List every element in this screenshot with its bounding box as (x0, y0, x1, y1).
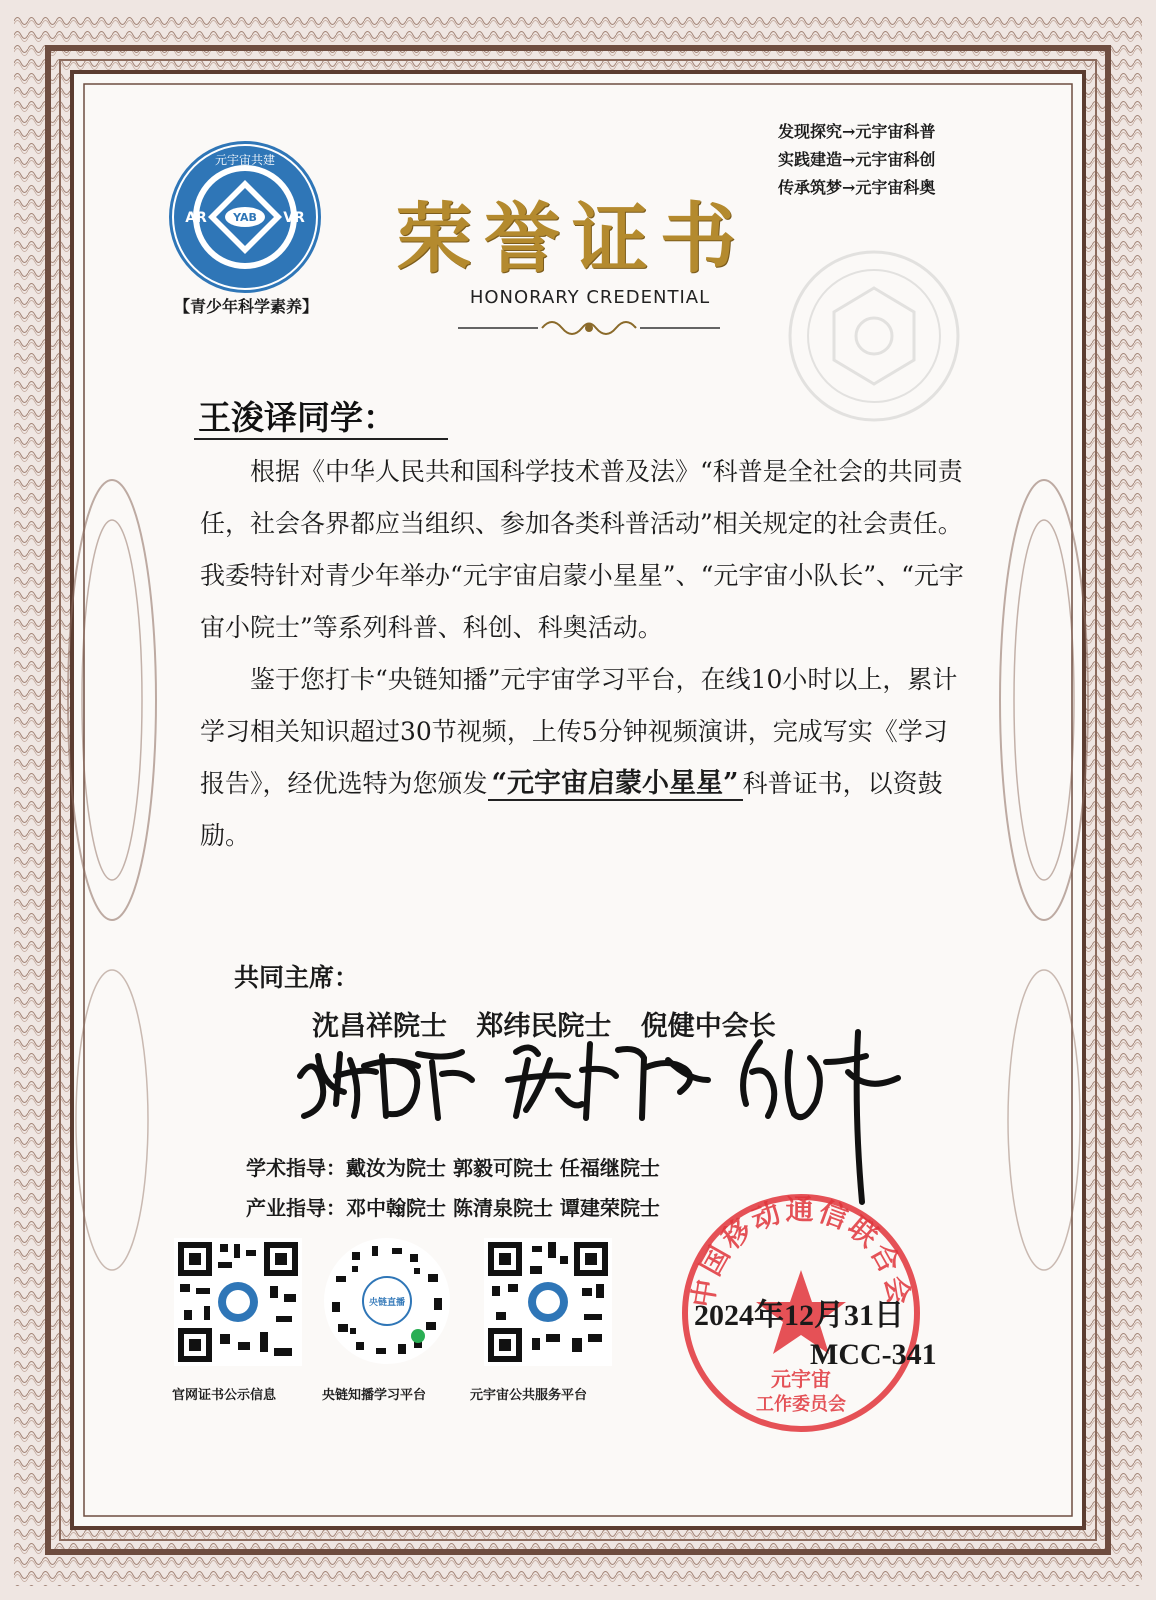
logo-caption: 【青少年科学素养】 (173, 297, 318, 316)
qr-center-logo-text: 央链直播 (368, 1298, 406, 1308)
recipient-name: 王浚译同学： (198, 398, 396, 437)
body-paragraph-1: 根据《中华人民共和国科学技术普及法》“科普是全社会的共同责任，社会各界都应当组织、参加各类科普活动”相关规定的社会责任。我委特针对青少年举办“元宇宙启蒙小星星”、“元宇宙小队长”、“元宇宙小院士”等系列科普、科创、科奥活动。 (200, 457, 964, 642)
body-paragraph-2-start: 鉴于您打卡“央链知播”元宇宙学习平台，在线10小时以上，累计学习相关知识超过30节视频，上传5分钟视频演讲，完成写实《学习报告》，经优选特为您颁发 (200, 665, 958, 798)
stamp-bottom-line-1: 元宇宙 (771, 1367, 831, 1391)
signature-3 (730, 1022, 908, 1212)
recipient-underline (194, 438, 448, 440)
stamp-top-text: 中国移动通信联合会 (685, 1193, 917, 1310)
body-paragraph-2 (200, 654, 965, 862)
logo-right-text: VR (283, 210, 305, 226)
qr-caption-certificate-info: 官网证书公示信息 (172, 1388, 277, 1403)
certificate-number: MCC-341 (810, 1338, 937, 1371)
logo-left-text: AR (185, 210, 207, 226)
award-name: “元宇宙启蒙小星星” (488, 768, 743, 801)
certificate-subtitle: HONORARY CREDENTIAL (469, 287, 711, 308)
certificate-title: 荣誉证书 (396, 194, 748, 283)
motto-block (778, 118, 935, 202)
issue-date: 2024年12月31日 (694, 1299, 904, 1332)
academic-advisors: 学术指导：戴汝为院士 郭毅可院士 任福继院士 (246, 1156, 660, 1180)
stamp-bottom-line-2: 工作委员会 (756, 1394, 846, 1415)
signature-1 (290, 1036, 480, 1122)
organization-logo (166, 138, 324, 296)
logo-center-text: YAB (233, 211, 257, 224)
qr-code-certificate-info[interactable] (174, 1238, 302, 1366)
motto-line-3: 传承筑梦→元宇宙科奥 (778, 178, 936, 197)
certificate-body (200, 446, 965, 862)
qr-caption-learning-platform: 央链知播学习平台 (322, 1388, 427, 1403)
chairs-names: 沈昌祥院士 郑纬民院士 倪健中会长 (312, 1011, 776, 1042)
title-flourish (458, 314, 720, 342)
industry-advisors: 产业指导：邓中翰院士 陈清泉院士 谭建荣院士 (246, 1196, 660, 1220)
qr-code-learning-platform[interactable] (322, 1236, 452, 1366)
chairs-label: 共同主席： (234, 963, 360, 992)
signature-2 (498, 1030, 728, 1122)
motto-line-2: 实践建造→元宇宙科创 (778, 150, 936, 169)
body-paragraph-2-end: 科普证书，以资鼓励。 (200, 769, 943, 850)
qr-code-public-service[interactable] (484, 1238, 612, 1366)
qr-caption-public-service: 元宇宙公共服务平台 (470, 1388, 588, 1403)
logo-ring-text: 元宇宙共建 (214, 153, 276, 167)
advisors-block (246, 1148, 660, 1228)
motto-line-1: 发现探究→元宇宙科普 (778, 122, 936, 141)
faint-watermark-seal (786, 248, 962, 424)
